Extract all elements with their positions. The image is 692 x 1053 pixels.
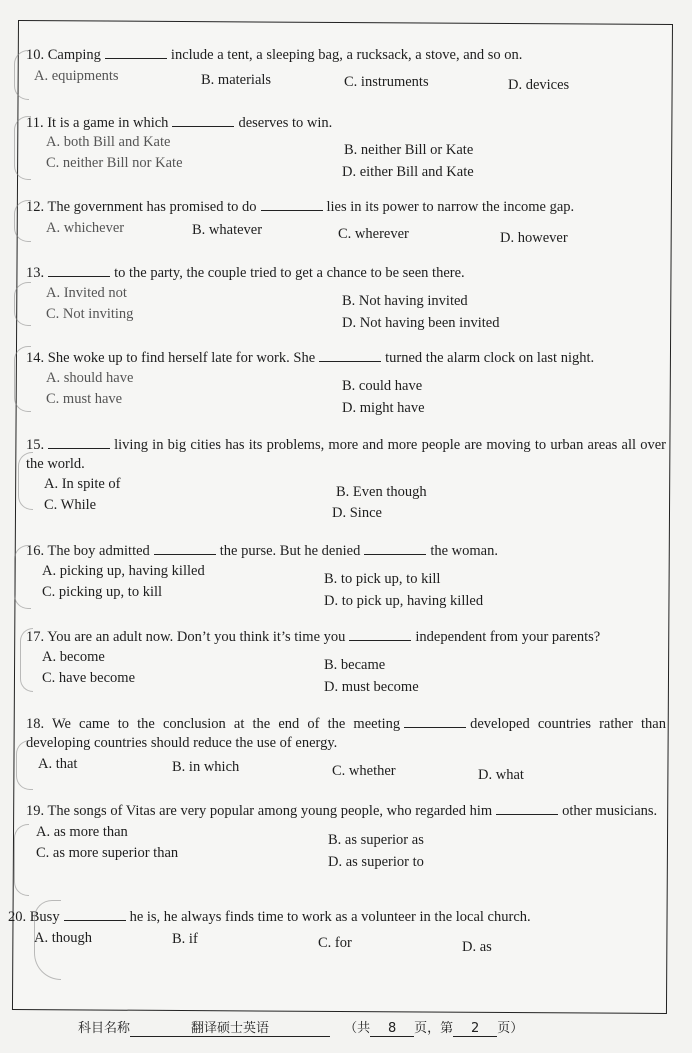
question-number: 17. — [26, 629, 45, 645]
option-a: A. that — [38, 756, 78, 772]
stem-text: to the party, the couple tried to get a chance to be seen there. — [114, 265, 465, 281]
option-c: C. neither Bill nor Kate — [46, 155, 183, 171]
option-c: C. whether — [332, 763, 396, 779]
stem-text: the purse. But he denied — [219, 543, 361, 559]
question-19 — [26, 802, 666, 870]
options — [8, 927, 668, 955]
option-b: B. could have — [342, 378, 423, 394]
stem-text: The boy admitted — [47, 543, 150, 559]
option-c: C. wherever — [338, 226, 409, 242]
question-stem — [26, 628, 666, 647]
question-16 — [26, 542, 666, 609]
stem-text: lies in its power to narrow the income gap. — [326, 199, 575, 215]
option-d: D. however — [500, 230, 568, 246]
subject-label: 科目名称 — [78, 1021, 131, 1036]
answer-blank — [404, 715, 466, 728]
stem-text: developed countries rather than developing countries should reduce the use of energy. — [26, 716, 666, 751]
option-c: C. While — [44, 497, 97, 513]
pencil-mark — [14, 282, 31, 326]
page-footer — [78, 1017, 523, 1037]
stem-text: other musicians. — [562, 803, 658, 819]
pencil-mark — [14, 200, 31, 242]
question-stem — [26, 542, 666, 561]
question-number: 18. — [26, 716, 45, 732]
pencil-mark — [16, 740, 33, 790]
stem-text: You are an adult now. Don’t you think it’s time you — [47, 629, 346, 645]
question-stem — [26, 802, 666, 821]
question-stem — [26, 264, 666, 283]
options — [26, 821, 666, 870]
options — [26, 753, 666, 783]
stem-text: It is a game in which — [47, 115, 169, 131]
question-12 — [26, 198, 666, 246]
stem-text: include a tent, a sleeping bag, a rucksack, a stove, and so on. — [170, 47, 523, 63]
answer-blank — [261, 198, 323, 211]
question-stem — [26, 715, 666, 753]
option-d: D. as — [462, 939, 492, 955]
stem-text: living in big cities has its problems, more and more people are moving to urban areas all over the world. — [26, 437, 666, 472]
stem-text: Busy — [29, 909, 60, 925]
answer-blank — [105, 46, 167, 59]
question-14 — [26, 349, 666, 416]
stem-text: the woman. — [430, 543, 498, 559]
answer-blank — [172, 114, 234, 127]
option-b: B. became — [324, 657, 386, 673]
stem-text: The government has promised to do — [47, 199, 257, 215]
question-number: 12. — [26, 199, 45, 215]
options — [26, 217, 666, 246]
option-d: D. either Bill and Kate — [342, 164, 474, 180]
option-d: D. as superior to — [328, 854, 424, 870]
question-stem — [26, 349, 666, 368]
options — [26, 647, 666, 695]
option-b: B. materials — [201, 72, 272, 88]
option-a: A. whichever — [46, 220, 125, 236]
stem-text: he is, he always finds time to work as a volunteer in the local church. — [129, 909, 531, 925]
question-number: 19. — [26, 803, 45, 819]
option-b: B. Even though — [336, 484, 427, 500]
page-mid: 页，第 — [414, 1021, 454, 1036]
option-b: B. if — [172, 931, 198, 947]
answer-blank — [364, 542, 426, 555]
total-pages: 8 — [370, 1021, 414, 1037]
question-stem — [26, 46, 666, 65]
question-number: 20. — [8, 909, 27, 925]
option-c: C. for — [318, 935, 352, 951]
option-d: D. Since — [332, 505, 382, 521]
pencil-mark — [14, 824, 29, 896]
option-a: A. as more than — [36, 824, 128, 840]
option-d: D. devices — [508, 77, 570, 93]
question-13 — [26, 264, 666, 331]
answer-blank — [496, 802, 558, 815]
option-a: A. picking up, having killed — [42, 563, 205, 579]
question-stem — [8, 908, 668, 927]
stem-text: turned the alarm clock on last night. — [385, 350, 595, 366]
option-a: A. equipments — [34, 68, 119, 84]
question-stem — [26, 198, 666, 217]
options — [26, 65, 666, 93]
option-d: D. to pick up, having killed — [324, 593, 484, 609]
option-b: B. in which — [172, 759, 240, 775]
option-b: B. neither Bill or Kate — [344, 142, 474, 158]
options — [26, 368, 666, 416]
question-number: 14. — [26, 350, 45, 366]
page-suffix: 页） — [497, 1021, 524, 1036]
option-c: C. picking up, to kill — [42, 584, 163, 600]
pencil-mark — [14, 50, 29, 100]
option-c: C. as more superior than — [36, 845, 179, 861]
question-20 — [8, 908, 668, 955]
option-b: B. whatever — [192, 222, 263, 238]
stem-text: The songs of Vitas are very popular among young people, who regarded him — [47, 803, 493, 819]
stem-text: Camping — [47, 47, 101, 63]
answer-blank — [349, 628, 411, 641]
stem-text: She woke up to find herself late for work. She — [47, 350, 316, 366]
answer-blank — [64, 908, 126, 921]
option-c: C. Not inviting — [46, 306, 134, 322]
question-stem — [26, 114, 666, 133]
question-stem — [26, 436, 666, 474]
question-number: 16. — [26, 543, 45, 559]
stem-text: We came to the conclusion at the end of the meeting — [51, 716, 401, 732]
pencil-mark — [14, 346, 31, 412]
question-number: 10. — [26, 47, 45, 63]
answer-blank — [48, 436, 110, 449]
option-b: B. Not having invited — [342, 293, 468, 309]
option-d: D. must become — [324, 679, 419, 695]
option-a: A. In spite of — [44, 476, 121, 492]
answer-blank — [319, 349, 381, 362]
pencil-mark — [18, 452, 33, 510]
option-a: A. become — [42, 649, 105, 665]
option-b: B. as superior as — [328, 832, 424, 848]
option-a: A. though — [34, 930, 92, 946]
answer-blank — [154, 542, 216, 555]
subject-name-field — [130, 1017, 330, 1037]
pencil-mark — [14, 116, 31, 180]
question-18 — [26, 715, 666, 783]
option-c: C. must have — [46, 391, 123, 407]
option-b: B. to pick up, to kill — [324, 571, 441, 587]
total-prefix: （共 — [344, 1021, 371, 1036]
pencil-mark — [14, 545, 31, 609]
question-number: 15. — [26, 437, 45, 453]
option-a: A. Invited not — [46, 285, 127, 301]
option-c: C. have become — [42, 670, 136, 686]
option-d: D. might have — [342, 400, 425, 416]
stem-text: independent from your parents? — [415, 629, 601, 645]
options — [26, 133, 666, 180]
question-11 — [26, 114, 666, 180]
options — [26, 474, 666, 521]
options — [26, 283, 666, 331]
pencil-mark — [20, 628, 33, 692]
option-d: D. what — [478, 767, 524, 783]
subject-name: 翻译硕士英语 — [191, 1021, 270, 1036]
options — [26, 561, 666, 609]
current-page: 2 — [453, 1021, 497, 1037]
question-17 — [26, 628, 666, 695]
option-a: A. both Bill and Kate — [46, 134, 171, 150]
question-number: 11. — [26, 115, 44, 131]
question-number: 13. — [26, 265, 45, 281]
option-a: A. should have — [46, 370, 134, 386]
option-c: C. instruments — [344, 74, 429, 90]
question-15 — [26, 436, 666, 521]
answer-blank — [48, 264, 110, 277]
option-d: D. Not having been invited — [342, 315, 500, 331]
stem-text: deserves to win. — [238, 115, 333, 131]
pencil-mark — [34, 900, 61, 980]
question-10 — [26, 46, 666, 93]
